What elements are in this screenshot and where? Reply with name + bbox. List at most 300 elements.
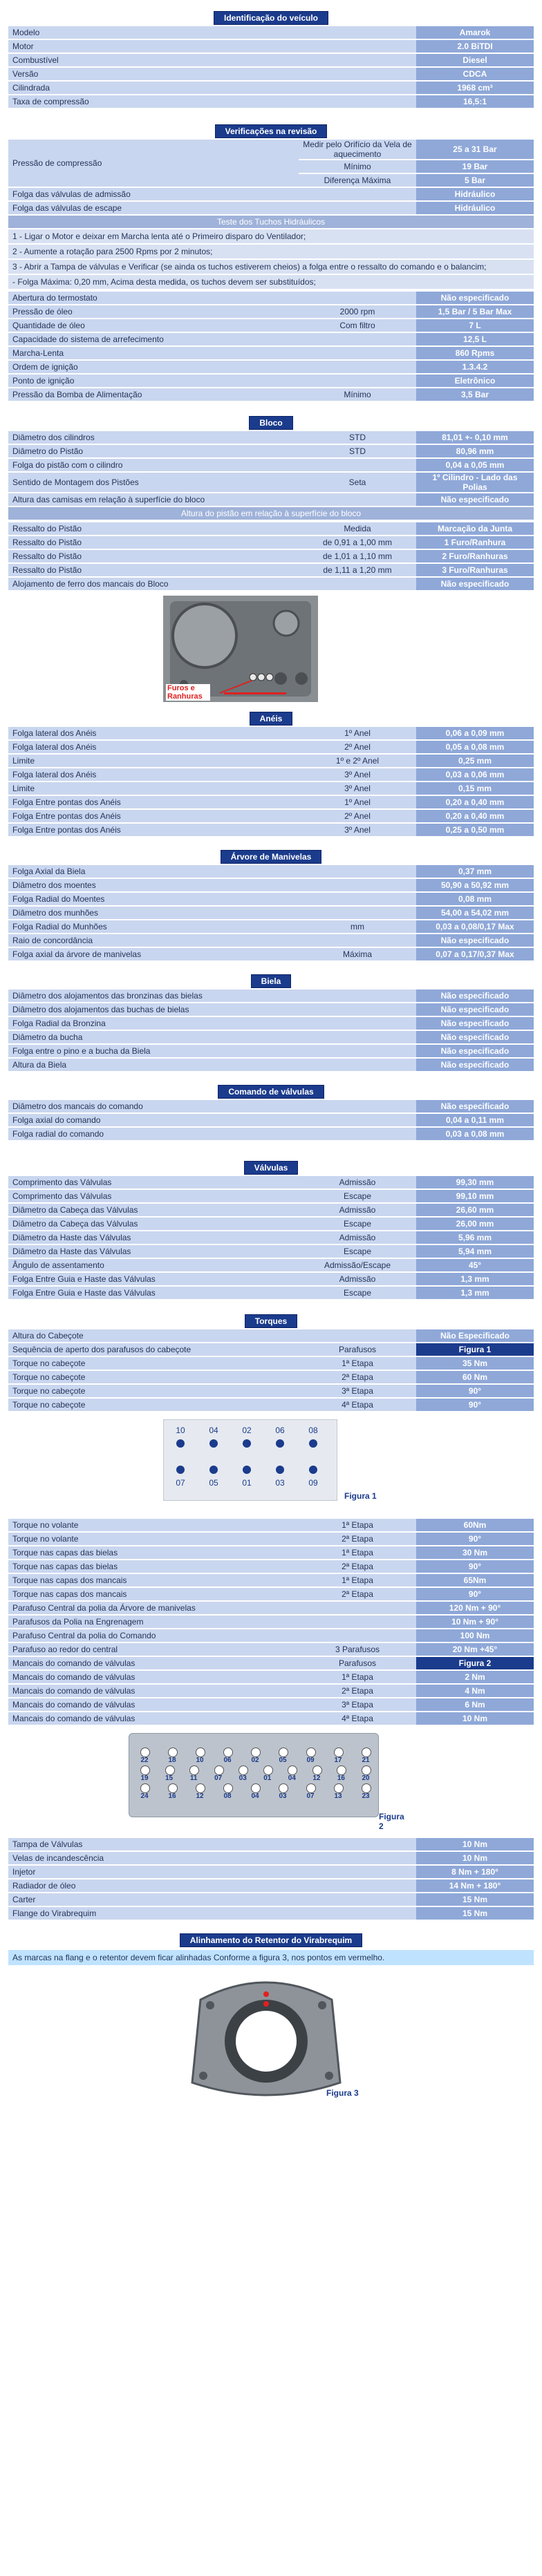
table-row <box>8 934 534 947</box>
row-value: 25 a 31 Bar <box>416 140 534 159</box>
row-value: 90° <box>416 1588 534 1600</box>
table-row <box>8 388 534 401</box>
spacer <box>0 1827 542 1837</box>
row-value: 0,06 a 0,09 mm <box>416 727 534 739</box>
row-value: 0,37 mm <box>416 865 534 878</box>
section-header <box>0 416 542 430</box>
section-header <box>0 974 542 988</box>
bolt-number: 02 <box>242 1426 252 1435</box>
row-label: Folga Entre Guia e Haste das Válvulas <box>8 1287 299 1299</box>
row-condition: 4ª Etapa <box>299 1399 416 1411</box>
spacer <box>0 702 542 712</box>
row-condition: Escape <box>299 1190 416 1202</box>
row-condition: Mínimo <box>299 388 416 401</box>
row-value: 15 Nm <box>416 1893 534 1906</box>
row-label: Ressalto do Pistão <box>8 564 299 576</box>
row-condition: 1º e 2º Anel <box>299 755 416 767</box>
row-value: Não especificado <box>416 989 534 1002</box>
row-condition <box>299 879 416 891</box>
spec-table <box>8 726 534 837</box>
row-condition <box>299 459 416 471</box>
row-value: 860 Rpms <box>416 347 534 359</box>
bolt-number: 04 <box>251 1792 259 1800</box>
row-label: Taxa de compressão <box>8 95 416 108</box>
bolt-number: 04 <box>288 1774 296 1782</box>
row-condition: 1ª Etapa <box>299 1574 416 1587</box>
bolt-number: 12 <box>196 1792 204 1800</box>
spacer <box>0 1921 542 1933</box>
row-value: Não Especificado <box>416 1329 534 1342</box>
table-row <box>8 1128 534 1140</box>
bolt-number: 13 <box>334 1792 342 1800</box>
table-row <box>8 1329 534 1342</box>
row-value: 2 Nm <box>416 1671 534 1683</box>
table-row <box>8 54 534 66</box>
row-value: 0,15 mm <box>416 782 534 795</box>
bolt-icon <box>279 1783 288 1793</box>
row-value: 1 Furo/Ranhura <box>416 536 534 549</box>
row-value: 99,30 mm <box>416 1176 534 1188</box>
hydraulic-test-title: Teste dos Tuchos Hidráulicos <box>8 216 534 228</box>
table-row <box>8 375 534 387</box>
spec-table <box>8 521 534 591</box>
row-condition <box>299 1329 416 1342</box>
table-row <box>8 1045 534 1057</box>
table-row <box>8 782 534 795</box>
row-condition: STD <box>299 431 416 444</box>
row-label: Limite <box>8 755 299 767</box>
holes-grooves-label: Furos e Ranhuras <box>166 684 210 701</box>
table-row <box>8 1533 534 1545</box>
row-label: Diâmetro do Pistão <box>8 445 299 457</box>
bolt-number: 04 <box>209 1426 218 1435</box>
bolt-icon <box>176 1466 185 1474</box>
row-value: 10 Nm <box>416 1838 534 1850</box>
row-value: 10 Nm <box>416 1852 534 1864</box>
bolt-number: 18 <box>168 1756 176 1764</box>
table-row <box>8 1204 534 1216</box>
bolt-icon <box>251 1783 261 1793</box>
spec-table <box>8 290 534 402</box>
bolt-number: 16 <box>168 1792 176 1800</box>
bolt-number: 02 <box>251 1756 259 1764</box>
row-value: 1,5 Bar / 5 Bar Max <box>416 305 534 318</box>
figure-2 <box>129 1733 405 1831</box>
row-label: Altura do Cabeçote <box>8 1329 299 1342</box>
bolt-icon <box>306 1748 316 1757</box>
row-label: Alojamento de ferro dos mancais do Bloco <box>8 578 299 590</box>
row-label: Radiador de óleo <box>8 1879 416 1892</box>
table-row <box>8 741 534 753</box>
row-label: Ordem de ignição <box>8 361 299 373</box>
table-row <box>8 522 534 535</box>
row-label: Folga axial da árvore de manivelas <box>8 948 299 960</box>
table-row <box>8 893 534 905</box>
row-value: Não especificado <box>416 292 534 304</box>
spec-table <box>8 1837 534 1921</box>
row-label: Diâmetro da Haste das Válvulas <box>8 1245 299 1258</box>
alignment-instruction: As marcas na flang e o retentor devem ficar alinhadas Conforme a figura 3, nos pontos em vermelho. <box>8 1950 534 1965</box>
bolt-icon <box>214 1765 224 1775</box>
bolt-number: 17 <box>334 1756 342 1764</box>
row-value: 30 Nm <box>416 1546 534 1559</box>
bolt-icon <box>309 1439 317 1448</box>
row-label: Folga entre o pino e a bucha da Biela <box>8 1045 416 1057</box>
row-condition: 1ª Etapa <box>299 1357 416 1370</box>
row-value: 90° <box>416 1399 534 1411</box>
section-header <box>0 1161 542 1175</box>
bolt-icon <box>223 1748 233 1757</box>
row-condition: 1ª Etapa <box>299 1546 416 1559</box>
spec-table <box>8 25 534 109</box>
row-condition: de 1,11 a 1,20 mm <box>299 564 416 576</box>
row-label: Folga lateral dos Anéis <box>8 727 299 739</box>
table-row <box>8 1343 534 1356</box>
table-row <box>8 1017 534 1030</box>
row-label: Folga axial do comando <box>8 1114 416 1126</box>
bolt-icon <box>196 1748 205 1757</box>
bolt-icon <box>196 1783 205 1793</box>
section-header <box>0 11 542 25</box>
row-value: 1.3.4.2 <box>416 361 534 373</box>
row-label: Combustível <box>8 54 416 66</box>
row-condition: 2º Anel <box>299 810 416 822</box>
row-value: 5,96 mm <box>416 1231 534 1244</box>
row-condition: Escape <box>299 1287 416 1299</box>
bolt-number: 03 <box>239 1774 247 1782</box>
bolt-number: 05 <box>209 1478 218 1488</box>
row-label: Folga das válvulas de escape <box>8 202 416 214</box>
figure-3-caption: Figura 3 <box>326 2088 359 2098</box>
section-title: Bloco <box>249 416 292 430</box>
row-condition: Admissão <box>299 1176 416 1188</box>
row-condition: Parafusos <box>299 1343 416 1356</box>
bolt-number: 12 <box>312 1774 321 1782</box>
row-condition: 2000 rpm <box>299 305 416 318</box>
row-value: 15 Nm <box>416 1907 534 1920</box>
spacer <box>0 1142 542 1161</box>
row-value: Não especificado <box>416 1003 534 1016</box>
row-value: 8 Nm + 180° <box>416 1866 534 1878</box>
row-condition: de 0,91 a 1,00 mm <box>299 536 416 549</box>
bolt-icon <box>140 1765 150 1775</box>
row-value: 2.0 BiTDI <box>416 40 534 53</box>
row-condition <box>299 375 416 387</box>
bolt-number: 03 <box>275 1478 285 1488</box>
row-value: 5 Bar <box>416 174 534 187</box>
row-condition: Admissão <box>299 1231 416 1244</box>
table-row <box>8 188 534 200</box>
row-label: Diâmetro dos alojamentos das buchas de bielas <box>8 1003 416 1016</box>
row-label: Tampa de Válvulas <box>8 1838 416 1850</box>
table-row <box>8 1100 534 1112</box>
table-row <box>8 1907 534 1920</box>
bolt-icon <box>337 1765 346 1775</box>
row-value: 0,03 a 0,08 mm <box>416 1128 534 1140</box>
hydraulic-test-step: 1 - Ligar o Motor e deixar em Marcha lenta até o Primeiro disparo do Ventilador; <box>8 229 534 243</box>
row-value: 90° <box>416 1533 534 1545</box>
row-label: Torque no cabeçote <box>8 1385 299 1397</box>
row-label: Folga radial do comando <box>8 1128 416 1140</box>
row-label: Torque nas capas das bielas <box>8 1546 299 1559</box>
row-label: Torque nas capas das bielas <box>8 1560 299 1573</box>
table-row <box>8 536 534 549</box>
table-row <box>8 1629 534 1642</box>
table-row <box>8 1712 534 1725</box>
bolt-icon <box>176 1439 185 1448</box>
bolt-icon <box>251 1748 261 1757</box>
bolt-icon <box>309 1466 317 1474</box>
bolt-number: 07 <box>214 1774 223 1782</box>
row-condition: de 1,01 a 1,10 mm <box>299 550 416 562</box>
row-condition: mm <box>299 920 416 933</box>
table-row <box>8 1671 534 1683</box>
row-value: 1968 cm³ <box>416 82 534 94</box>
table-row <box>8 1574 534 1587</box>
row-value: 0,25 a 0,50 mm <box>416 824 534 836</box>
row-condition: 3 Parafusos <box>299 1643 416 1656</box>
spacer <box>0 1509 542 1517</box>
row-label: Pressão de compressão <box>8 140 299 187</box>
table-row <box>8 305 534 318</box>
row-condition <box>299 934 416 947</box>
row-condition <box>299 907 416 919</box>
row-value: 60 Nm <box>416 1371 534 1383</box>
row-label: Raio de concordância <box>8 934 299 947</box>
table-row <box>8 1176 534 1188</box>
row-value: Figura 2 <box>416 1657 534 1669</box>
row-label: Mancais do comando de válvulas <box>8 1671 299 1683</box>
hydraulic-test-step: 2 - Aumente a rotação para 2500 Rpms por 2 minutos; <box>8 245 534 258</box>
bolt-number: 01 <box>242 1478 252 1488</box>
row-label: Mancais do comando de válvulas <box>8 1712 299 1725</box>
row-value: 0,20 a 0,40 mm <box>416 810 534 822</box>
row-label: Capacidade do sistema de arrefecimento <box>8 333 299 345</box>
table-row <box>8 1003 534 1016</box>
spec-table <box>8 430 534 507</box>
table-row <box>8 95 534 108</box>
row-condition <box>299 865 416 878</box>
spec-table <box>8 1099 534 1142</box>
row-value: 120 Nm + 90° <box>416 1602 534 1614</box>
table-row <box>8 431 534 444</box>
table-row <box>8 292 534 304</box>
row-value: 65Nm <box>416 1574 534 1587</box>
table-row <box>8 810 534 822</box>
row-condition: Admissão <box>299 1204 416 1216</box>
table-row <box>8 879 534 891</box>
bolt-icon <box>140 1783 150 1793</box>
row-condition: Admissão/Escape <box>299 1259 416 1271</box>
row-value: 20 Nm +45° <box>416 1643 534 1656</box>
row-value: 80,96 mm <box>416 445 534 457</box>
row-label: Folga Entre pontas dos Anéis <box>8 824 299 836</box>
row-value: Não especificado <box>416 493 534 506</box>
row-condition: Medir pelo Orifício da Vela de aquecimento <box>299 140 416 159</box>
table-row <box>8 1259 534 1271</box>
row-label: Ressalto do Pistão <box>8 536 299 549</box>
figure-3 <box>187 1972 394 2101</box>
table-row <box>8 1385 534 1397</box>
table-row <box>8 768 534 781</box>
row-value: 14 Nm + 180° <box>416 1879 534 1892</box>
gasket-figure <box>163 596 318 702</box>
section-title: Torques <box>245 1314 297 1328</box>
row-label: Motor <box>8 40 416 53</box>
table-row <box>8 319 534 332</box>
row-label: Flange do Virabrequim <box>8 1907 416 1920</box>
bolt-number: 19 <box>140 1774 149 1782</box>
row-condition: 2ª Etapa <box>299 1371 416 1383</box>
row-value: 90° <box>416 1560 534 1573</box>
row-label: Pressão da Bomba de Alimentação <box>8 388 299 401</box>
row-value: 45° <box>416 1259 534 1271</box>
section-header <box>0 712 542 726</box>
table-row <box>8 865 534 878</box>
bolt-number: 11 <box>189 1774 198 1782</box>
table-row <box>8 459 534 471</box>
table-row <box>8 1588 534 1600</box>
bolt-icon <box>279 1748 288 1757</box>
row-value: 0,04 a 0,05 mm <box>416 459 534 471</box>
table-row <box>8 1245 534 1258</box>
bolt-icon <box>168 1748 178 1757</box>
row-label: Marcha-Lenta <box>8 347 299 359</box>
spec-table <box>8 1328 534 1412</box>
row-condition: Mínimo <box>299 160 416 173</box>
table-row <box>8 824 534 836</box>
bolt-icon <box>276 1466 284 1474</box>
row-label: Mancais do comando de válvulas <box>8 1698 299 1711</box>
bolt-number: 06 <box>275 1426 285 1435</box>
bolt-icon <box>362 1783 371 1793</box>
table-row <box>8 1546 534 1559</box>
section-title: Comando de válvulas <box>218 1085 324 1099</box>
row-value: 4 Nm <box>416 1685 534 1697</box>
bolt-number: 22 <box>140 1756 149 1764</box>
bolt-icon <box>362 1765 371 1775</box>
row-condition: 1ª Etapa <box>299 1671 416 1683</box>
row-label: Mancais do comando de válvulas <box>8 1657 299 1669</box>
row-label: Cilindrada <box>8 82 416 94</box>
row-label: Comprimento das Válvulas <box>8 1176 299 1188</box>
row-label: Torque no cabeçote <box>8 1357 299 1370</box>
row-value: 0,03 a 0,08/0,17 Max <box>416 920 534 933</box>
table-row <box>8 82 534 94</box>
row-value: Não especificado <box>416 1045 534 1057</box>
row-value: 60Nm <box>416 1519 534 1531</box>
table-row <box>8 140 534 159</box>
row-value: 1,3 mm <box>416 1287 534 1299</box>
row-label: Diâmetro da Haste das Válvulas <box>8 1231 299 1244</box>
row-condition: 3º Anel <box>299 768 416 781</box>
table-row <box>8 1287 534 1299</box>
table-row <box>8 564 534 576</box>
spec-table <box>8 1517 534 1726</box>
spacer <box>0 2101 542 2108</box>
row-condition: STD <box>299 445 416 457</box>
row-value: Hidráulico <box>416 202 534 214</box>
table-row <box>8 1657 534 1669</box>
row-condition: 2ª Etapa <box>299 1588 416 1600</box>
section-title: Identificação do veículo <box>214 11 328 25</box>
row-label: Diâmetro dos munhões <box>8 907 299 919</box>
row-condition: 2ª Etapa <box>299 1560 416 1573</box>
cylinder-head-diagram <box>163 1419 337 1501</box>
table-row <box>8 1838 534 1850</box>
table-row <box>8 907 534 919</box>
row-value: Marcação da Junta <box>416 522 534 535</box>
row-value: Figura 1 <box>416 1343 534 1356</box>
spec-table <box>8 864 534 962</box>
row-value: 0,20 a 0,40 mm <box>416 796 534 808</box>
row-value: 0,07 a 0,17/0,37 Max <box>416 948 534 960</box>
bolt-number: 01 <box>263 1774 272 1782</box>
hydraulic-test-step: 3 - Abrir a Tampa de válvulas e Verificar (se ainda os tuchos estiverem cheios) a folga entre o ressalto do comando e o balancim; <box>8 260 534 274</box>
row-value: 26,60 mm <box>416 1204 534 1216</box>
row-condition: Diferença Máxima <box>299 174 416 187</box>
table-row <box>8 1866 534 1878</box>
crankshaft-seal-image <box>187 1972 346 2101</box>
table-row <box>8 1893 534 1906</box>
row-condition: 3ª Etapa <box>299 1698 416 1711</box>
bolt-icon <box>189 1765 199 1775</box>
spacer <box>0 1300 542 1314</box>
spacer <box>0 0 542 11</box>
table-row <box>8 920 534 933</box>
row-label: Pressão de óleo <box>8 305 299 318</box>
row-label: Altura da Biela <box>8 1059 416 1071</box>
table-row <box>8 1273 534 1285</box>
spec-table <box>8 988 534 1072</box>
piston-height-title: Altura do pistão em relação à superfície do bloco <box>8 507 534 520</box>
row-label: Torque no volante <box>8 1533 299 1545</box>
row-label: Carter <box>8 1893 416 1906</box>
row-condition: Parafusos <box>299 1657 416 1669</box>
table-row <box>8 1879 534 1892</box>
row-value: Não especificado <box>416 1059 534 1071</box>
row-value: 81,01 +- 0,10 mm <box>416 431 534 444</box>
row-value: 0,25 mm <box>416 755 534 767</box>
table-row <box>8 1560 534 1573</box>
row-value: Hidráulico <box>416 188 534 200</box>
row-value: CDCA <box>416 68 534 80</box>
row-label: Ângulo de assentamento <box>8 1259 299 1271</box>
row-label: Torque no cabeçote <box>8 1399 299 1411</box>
spec-table <box>8 1175 534 1300</box>
row-condition: 3º Anel <box>299 824 416 836</box>
row-label: Torque nas capas dos mancais <box>8 1588 299 1600</box>
row-label: Folga Radial do Munhões <box>8 920 299 933</box>
table-row <box>8 727 534 739</box>
row-condition <box>299 493 416 506</box>
row-value: 16,5:1 <box>416 95 534 108</box>
row-value: 100 Nm <box>416 1629 534 1642</box>
row-value: 2 Furo/Ranhuras <box>416 550 534 562</box>
row-label: Folga das válvulas de admissão <box>8 188 416 200</box>
row-condition: 2º Anel <box>299 741 416 753</box>
table-row <box>8 361 534 373</box>
row-condition: 1ª Etapa <box>299 1519 416 1531</box>
row-label: Diâmetro da bucha <box>8 1031 416 1043</box>
figure-1 <box>163 1419 384 1509</box>
spacer <box>0 1072 542 1085</box>
bolt-icon <box>165 1765 175 1775</box>
row-value: Não especificado <box>416 1017 534 1030</box>
row-label: Limite <box>8 782 299 795</box>
section-header <box>0 1314 542 1328</box>
bolt-number: 16 <box>337 1774 345 1782</box>
